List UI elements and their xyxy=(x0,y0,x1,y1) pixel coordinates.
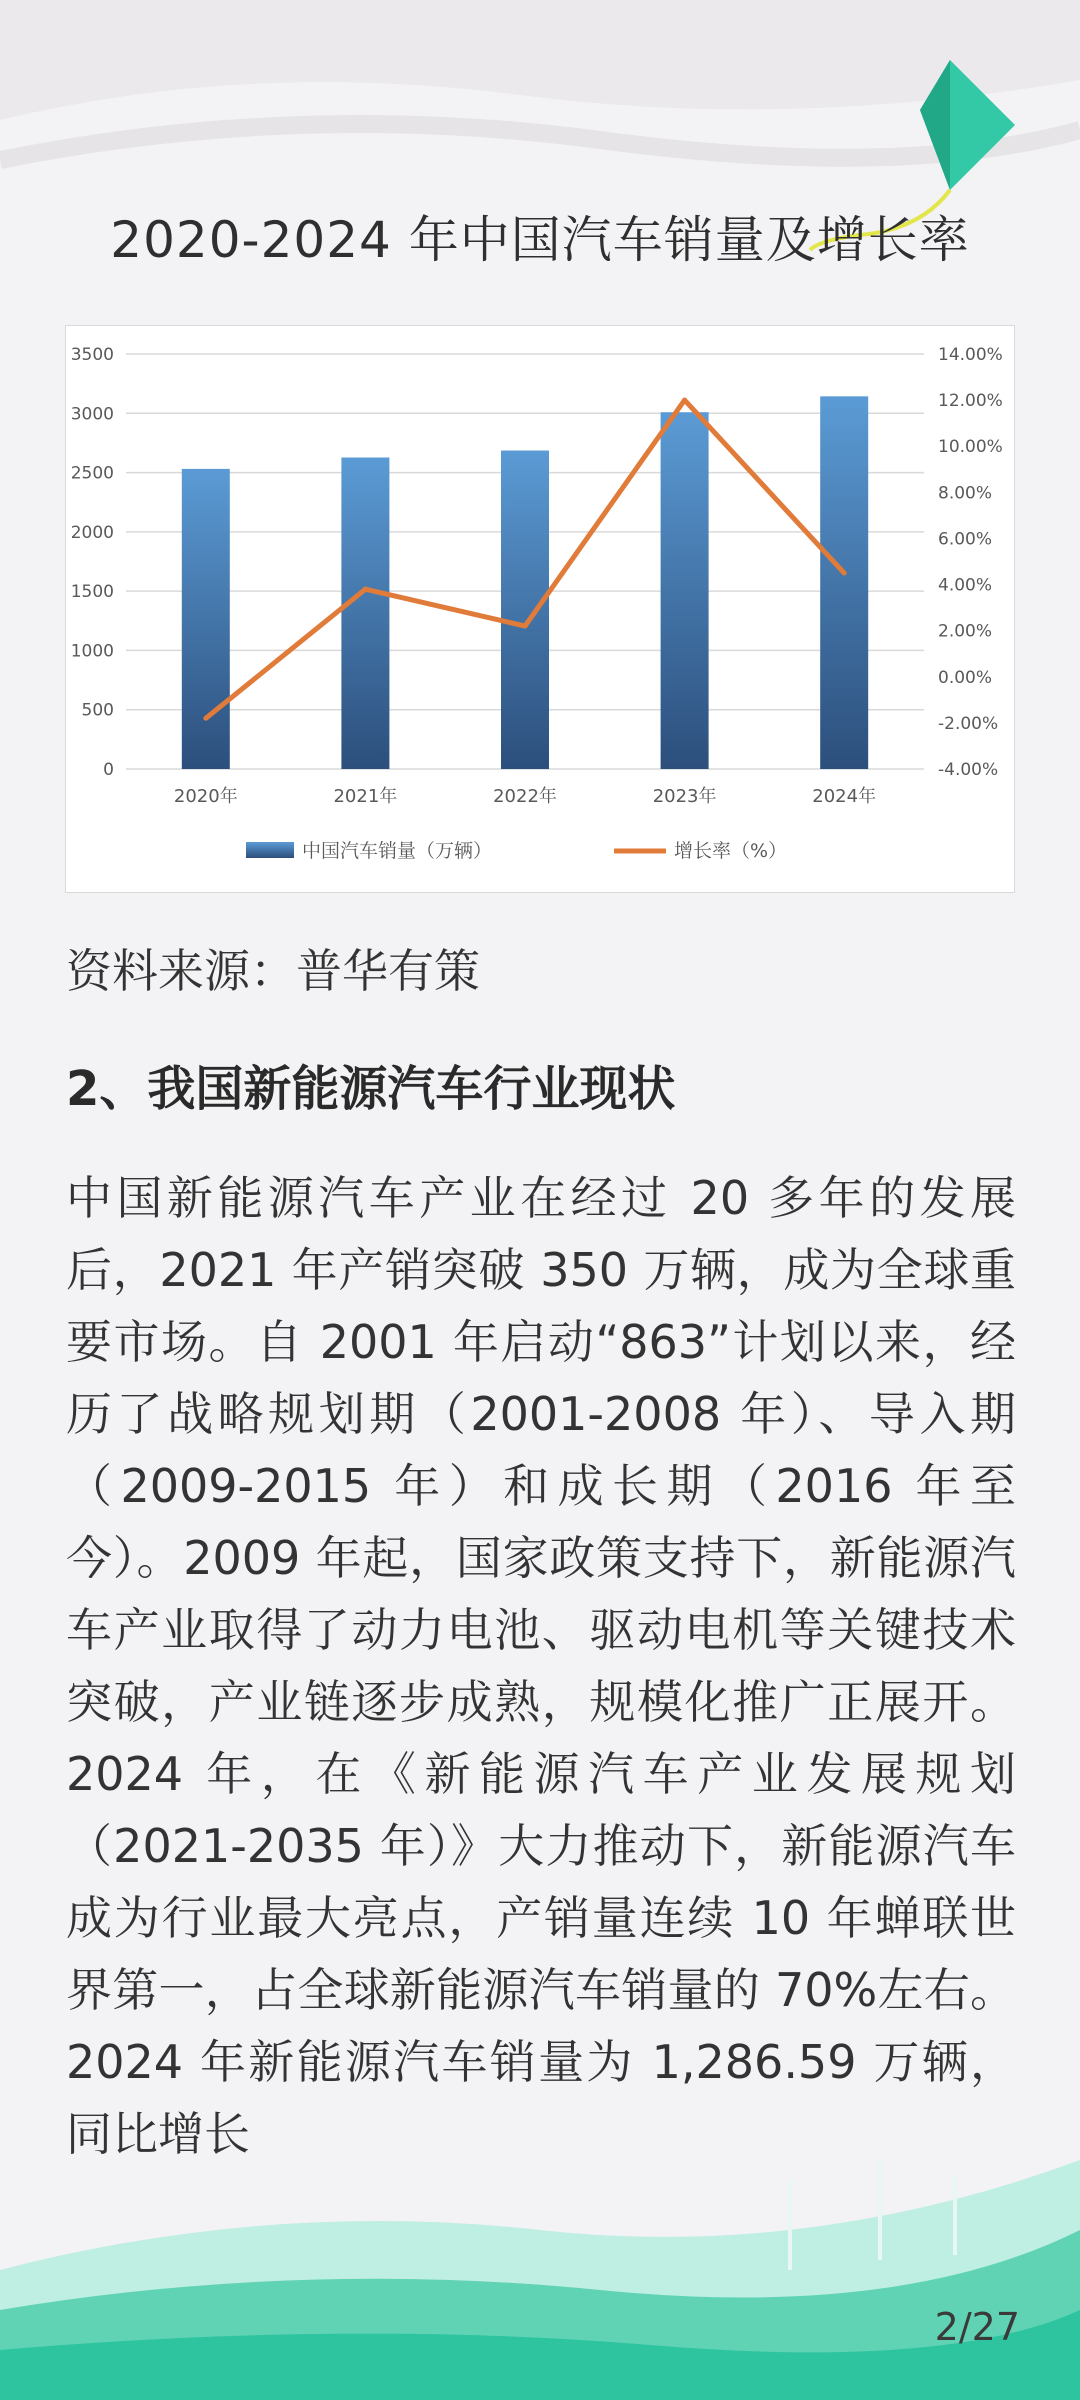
y-right-tick-label: -2.00% xyxy=(938,713,999,734)
x-tick-label: 2023年 xyxy=(652,786,717,807)
y-left-tick-label: 500 xyxy=(81,700,114,721)
bar xyxy=(501,451,549,769)
x-tick-label: 2020年 xyxy=(173,786,238,807)
bar xyxy=(661,412,709,769)
line-point xyxy=(682,398,687,403)
y-right-tick-label: 2.00% xyxy=(938,621,993,642)
y-left-tick-label: 0 xyxy=(103,760,114,780)
legend-label-sales: 中国汽车销量（万辆） xyxy=(302,840,493,862)
section-heading: 2、我国新能源汽车行业现状 xyxy=(66,1061,676,1117)
bar xyxy=(820,396,868,769)
chart-title: 2020-2024 年中国汽车销量及增长率 xyxy=(110,211,970,269)
y-left-tick-label: 2000 xyxy=(70,522,114,543)
y-right-tick-label: 0.00% xyxy=(938,667,993,688)
y-right-tick-label: 10.00% xyxy=(938,437,1003,458)
y-left-tick-label: 2500 xyxy=(70,463,114,484)
x-tick-label: 2022年 xyxy=(493,786,557,807)
y-right-tick-label: 6.00% xyxy=(938,529,993,550)
y-left-tick-label: 1500 xyxy=(70,582,114,603)
y-left-tick-label: 3500 xyxy=(70,345,114,365)
chart-card xyxy=(65,325,1015,893)
line-point xyxy=(842,571,847,576)
x-tick-label: 2024年 xyxy=(812,786,877,807)
bar xyxy=(182,469,230,769)
y-left-tick-label: 3000 xyxy=(70,404,114,425)
y-right-tick-label: 4.00% xyxy=(938,575,993,596)
x-tick-label: 2021年 xyxy=(333,786,398,807)
source-note: 资料来源：普华有策 xyxy=(66,944,480,998)
legend-swatch-bar xyxy=(246,842,294,858)
y-right-tick-label: -4.00% xyxy=(938,760,999,780)
line-point xyxy=(203,716,208,721)
line-point xyxy=(523,624,528,629)
y-left-tick-label: 1000 xyxy=(70,641,114,662)
y-right-tick-label: 14.00% xyxy=(938,345,1003,365)
combo-chart xyxy=(66,326,1016,894)
y-right-tick-label: 8.00% xyxy=(938,483,993,504)
y-right-tick-label: 12.00% xyxy=(938,391,1003,412)
body-paragraph: 中国新能源汽车产业在经过 20 多年的发展后，2021 年产销突破 350 万辆，成为全球重要市场。自 2001 年启动“863”计划以来，经历了战略规划期（2001-2008 年）、导入期（2009-2015 年）和成长期（2016 年至今）。2009 年起，国家政策支持下，新能源汽车产业取得了动力电池、驱动电机等关键技术突破，产业链逐步成熟，规模化推广正展开。2024 年，在《新能源汽车产业发展规划（2021-2035 年）》大力推动下，新能源汽车成为行业最大亮点，产销量连续 10 年蝉联世界第一，占全球新能源汽车销量的 70%左右。2024 年新能源汽车销量为 1,286.59 万辆，同比增长 xyxy=(66,1171,1016,2161)
wave-decoration xyxy=(0,2120,1080,2400)
bar xyxy=(341,458,389,769)
page-number: 2/27 xyxy=(934,2305,1020,2349)
line-point xyxy=(363,587,368,592)
legend-label-growth: 增长率（%） xyxy=(674,840,788,862)
